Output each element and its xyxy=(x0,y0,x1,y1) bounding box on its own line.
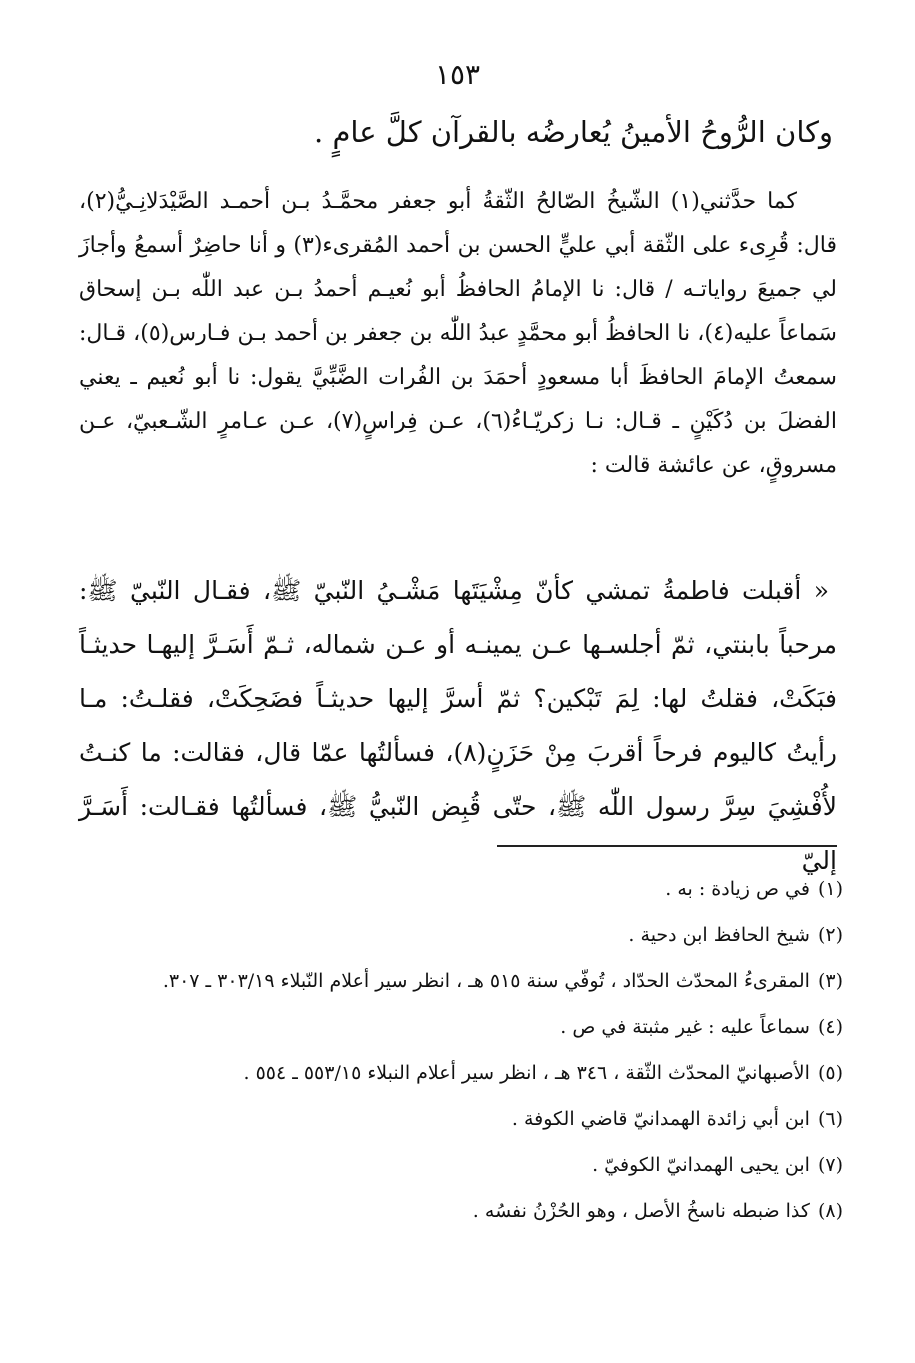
footnote-number: (٢) xyxy=(817,924,843,946)
footnote-number: (٣) xyxy=(817,970,843,992)
footnote-item xyxy=(73,958,843,1004)
opening-line: وكان الرُّوحُ الأمينُ يُعارضُه بالقرآن كلَّ عامٍ . xyxy=(314,115,833,149)
footnote-item xyxy=(73,1142,843,1188)
footnote-text: ابن أبي زائدة الهمدانيّ قاضي الكوفة . xyxy=(511,1108,810,1130)
footnote-text: في ص زيادة : به . xyxy=(665,878,810,900)
footnote-number: (١) xyxy=(817,878,843,900)
footnote-item xyxy=(73,1004,843,1050)
footnote-number: (٧) xyxy=(817,1154,843,1176)
footnote-text: الأصبهانيّ المحدّث الثّقة ، ٣٤٦ هـ ، انظر سير أعلام النبلاء ٥٥٣/١٥ ـ ٥٥٤ . xyxy=(243,1062,810,1084)
footnotes-list xyxy=(73,866,843,1234)
hadith-text-paragraph: « أقبلت فاطمةُ تمشي كأنّ مِشْيَتَها مَشْـيُ النّبيّ ﷺ، فقـال النّبيّ ﷺ: مرحباً بابنتي، ثمّ أجلسـها عـن يمينـه أو عـن شماله، ثـمّ أَسَـرَّ إليهـا حديثـاً فبَكَتْ، فقلتُ لها: لِمَ تَبْكين؟ ثمّ أسرَّ إليها حديثـاً فضَحِكَتْ، فقلـتُ: مـا رأيتُ كاليوم فرحاً أقربَ مِنْ حَزَنٍ(٨)، فسألتُها عمّا قال، فقالت: ما كنـتُ لأُفْشِيَ سِرَّ رسول اللّٰه ﷺ، حتّى قُبِض النّبيُّ ﷺ، فسألتُها فقـالت: أَسَـرَّ إليّ xyxy=(79,576,837,875)
footnote-number: (٨) xyxy=(817,1200,843,1222)
footnote-text: ابن يحيى الهمدانيّ الكوفيّ . xyxy=(592,1154,810,1176)
footnote-item xyxy=(73,1096,843,1142)
footnote-separator-line xyxy=(497,845,837,847)
footnote-text: سماعاً عليه : غير مثبتة في ص . xyxy=(560,1016,810,1038)
chain-of-narration-paragraph: كما حدَّثني(١) الشّيخُ الصّالحُ الثّقةُ أبو جعفر محمَّـدُ بـن أحمـد الصَّيْدَلانِـيُّ(٢)، قال: قُرِىء على الثّقة أبي عليٍّ الحسن بن أحمد المُقرىء(٣) و أنا حاضِرٌ أسمعُ وأجازَ لي جميعَ رواياتـه / قال: نا الإمامُ الحافظُ أبو نُعيـم أحمدُ بـن عبد اللّٰه بـن إسحاق سَماعاً عليه(٤)، نا الحافظُ أبو محمَّدٍ عبدُ اللّٰه بن جعفر بن أحمد بـن فـارس(٥)، قـال: سمعتُ الإمامَ الحافظَ أبا مسعودٍ أحمَدَ بن الفُرات الضَّبِّيَّ يقول: نا أبو نُعيم ـ يعني الفضلَ بن دُكَيْنٍ ـ قـال: نـا زكريّـاءُ(٦)، عـن فِراسٍ(٧)، عـن عـامرٍ الشّـعبيّ، عـن مسروقٍ، عن عائشة قالت : xyxy=(79,189,838,478)
footnote-item xyxy=(73,1188,843,1234)
footnote-item xyxy=(73,912,843,958)
footnote-item xyxy=(73,1050,843,1096)
footnote-number: (٦) xyxy=(817,1108,843,1130)
footnote-item xyxy=(73,866,843,912)
footnote-number: (٥) xyxy=(817,1062,843,1084)
hadith-section xyxy=(79,564,837,888)
footnote-text: كذا ضبطه ناسخُ الأصل ، وهو الحُزْنُ نفسُه . xyxy=(472,1200,810,1222)
footnote-text: شيخ الحافظ ابن دحية . xyxy=(628,924,810,946)
footnote-number: (٤) xyxy=(817,1016,843,1038)
isnad-section xyxy=(79,180,837,496)
page-number: ١٥٣ xyxy=(434,58,481,91)
footnote-text: المقرىءُ المحدّث الحدّاد ، تُوفّي سنة ٥١٥ هـ ، انظر سير أعلام النّبلاء ٣٠٣/١٩ ـ ٣٠٧. xyxy=(162,970,810,992)
